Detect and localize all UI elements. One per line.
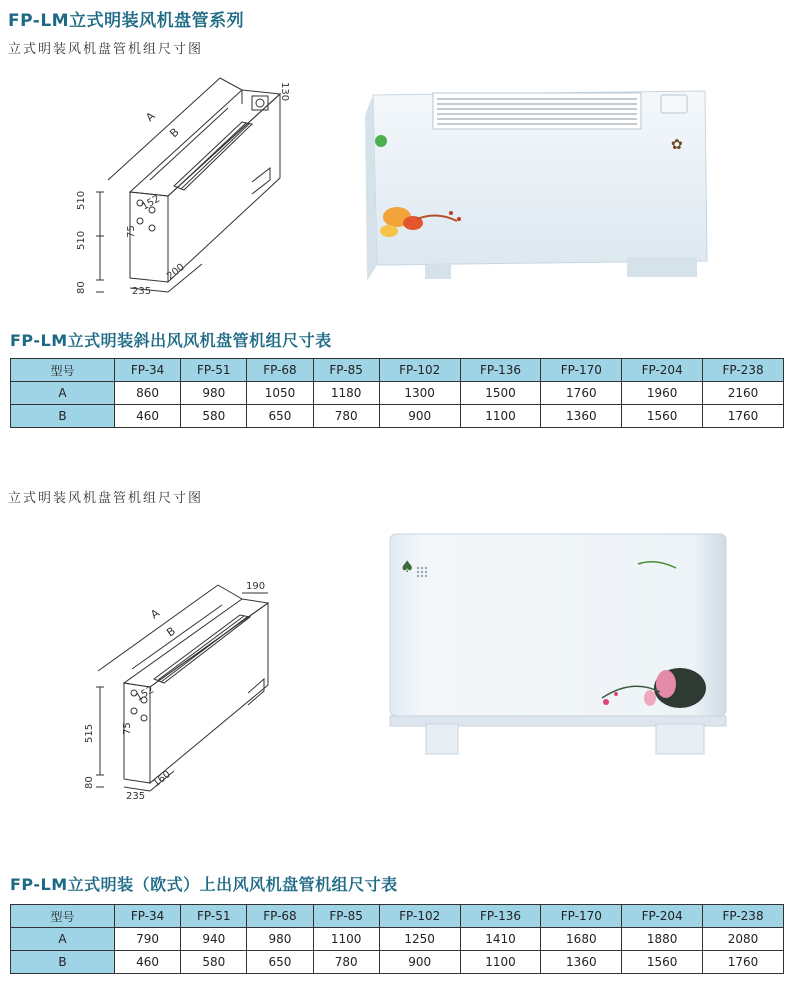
table-cell: 1760 <box>541 382 622 405</box>
table-header-label: 型号 <box>11 359 115 382</box>
section1-caption: 立式明装风机盘管机组尺寸图 <box>8 42 204 57</box>
table-header-cell: FP-102 <box>379 359 460 382</box>
section2-table-title: FP-LM立式明装（欧式）上出风风机盘管机组尺寸表 <box>10 875 398 894</box>
table-row <box>11 405 784 428</box>
table-header-cell: FP-85 <box>313 905 379 928</box>
row-label: B <box>11 951 115 974</box>
section1-spec-table <box>10 358 784 428</box>
table-cell: 1560 <box>622 405 703 428</box>
table-header-cell: FP-136 <box>460 905 541 928</box>
table-cell: 1300 <box>379 382 460 405</box>
table-header-cell: FP-204 <box>622 905 703 928</box>
dim-inner-h-label: 75 <box>122 722 133 735</box>
dim-width-label: 235 <box>132 286 152 297</box>
table-cell: 650 <box>247 951 313 974</box>
table-cell: 460 <box>115 405 181 428</box>
table-cell: 780 <box>313 405 379 428</box>
table-cell: 1180 <box>313 382 379 405</box>
row-label: B <box>11 405 115 428</box>
dim-depth-label: 160 <box>151 768 173 790</box>
table-header-cell: FP-238 <box>703 359 784 382</box>
table-row <box>11 382 784 405</box>
dim-h-upper-label: 510 <box>76 190 87 210</box>
dim-base-label: 80 <box>84 776 95 789</box>
table-header-label: 型号 <box>11 905 115 928</box>
table-cell: 780 <box>313 951 379 974</box>
table-header-cell: FP-170 <box>541 905 622 928</box>
page-title: FP-LM立式明装风机盘管系列 <box>8 11 245 31</box>
table-cell: 1100 <box>460 951 541 974</box>
table-cell: 1680 <box>541 928 622 951</box>
table-cell: 1960 <box>622 382 703 405</box>
table-cell: 1760 <box>703 951 784 974</box>
table-header-cell: FP-68 <box>247 359 313 382</box>
dim-base-label: 80 <box>76 281 87 294</box>
section1-dimension-diagram <box>70 60 300 300</box>
dim-height-label: 515 <box>84 723 95 743</box>
table-cell: 1100 <box>460 405 541 428</box>
table-row <box>11 928 784 951</box>
row-label: A <box>11 928 115 951</box>
table-cell: 1760 <box>703 405 784 428</box>
svg-text:✿: ✿ <box>671 137 683 153</box>
table-cell: 1050 <box>247 382 313 405</box>
table-cell: 460 <box>115 951 181 974</box>
section2-product-photo <box>380 528 730 760</box>
table-cell: 580 <box>181 405 247 428</box>
dim-a-label: A <box>148 606 162 622</box>
table-cell: 2160 <box>703 382 784 405</box>
table-cell: 790 <box>115 928 181 951</box>
dim-inner-h-label: 75 <box>126 225 137 238</box>
table-cell: 1100 <box>313 928 379 951</box>
table-header-cell: FP-68 <box>247 905 313 928</box>
table-cell: 900 <box>379 405 460 428</box>
dim-width-label: 235 <box>126 791 146 802</box>
dim-b-label: B <box>164 624 178 640</box>
table-header-cell: FP-51 <box>181 359 247 382</box>
section1-product-photo <box>355 85 715 285</box>
dim-inner-w-label: 152 <box>140 193 163 213</box>
table-header-row <box>11 359 784 382</box>
section2-caption: 立式明装风机盘管机组尺寸图 <box>8 491 204 506</box>
table-header-cell: FP-51 <box>181 905 247 928</box>
table-header-cell: FP-204 <box>622 359 703 382</box>
dim-a-label: A <box>143 109 158 125</box>
table-cell: 2080 <box>703 928 784 951</box>
table-header-cell: FP-34 <box>115 905 181 928</box>
dim-top-label: 130 <box>279 82 290 102</box>
dim-depth-label: 200 <box>165 261 187 283</box>
table-header-cell: FP-238 <box>703 905 784 928</box>
dim-inner-w-label: 152 <box>134 684 157 704</box>
table-header-cell: FP-34 <box>115 359 181 382</box>
table-cell: 580 <box>181 951 247 974</box>
table-header-row <box>11 905 784 928</box>
section2-dimension-diagram <box>70 575 300 805</box>
section1-table-title: FP-LM立式明装斜出风风机盘管机组尺寸表 <box>10 331 332 350</box>
table-cell: 1410 <box>460 928 541 951</box>
table-cell: 1560 <box>622 951 703 974</box>
table-header-cell: FP-85 <box>313 359 379 382</box>
table-header-cell: FP-102 <box>379 905 460 928</box>
table-cell: 860 <box>115 382 181 405</box>
dim-top-label: 190 <box>246 581 266 592</box>
table-cell: 980 <box>181 382 247 405</box>
table-cell: 1500 <box>460 382 541 405</box>
table-cell: 940 <box>181 928 247 951</box>
table-cell: 1880 <box>622 928 703 951</box>
section2-spec-table <box>10 904 784 974</box>
table-cell: 1360 <box>541 951 622 974</box>
table-cell: 650 <box>247 405 313 428</box>
table-cell: 980 <box>247 928 313 951</box>
table-cell: 1250 <box>379 928 460 951</box>
dim-h-lower-label: 510 <box>76 230 87 250</box>
svg-text:♠: ♠ <box>400 557 415 576</box>
row-label: A <box>11 382 115 405</box>
table-cell: 1360 <box>541 405 622 428</box>
table-cell: 900 <box>379 951 460 974</box>
table-row <box>11 951 784 974</box>
table-header-cell: FP-136 <box>460 359 541 382</box>
dim-b-label: B <box>167 125 182 141</box>
table-header-cell: FP-170 <box>541 359 622 382</box>
